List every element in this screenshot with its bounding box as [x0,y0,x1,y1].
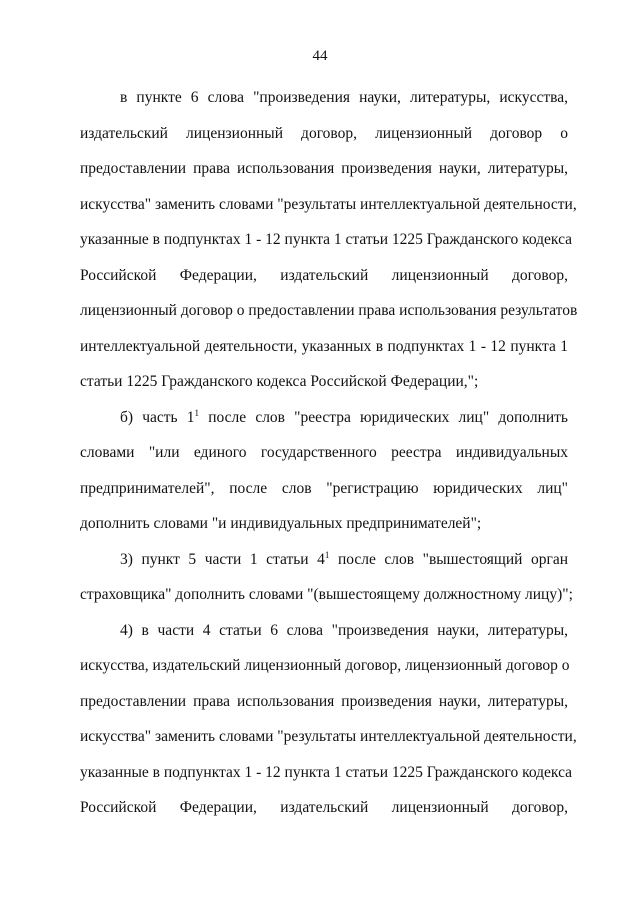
superscript: 1 [194,407,200,418]
line-rest: после слов "вышестоящий орган [337,550,568,568]
text-line: указанные в подпунктах 1 - 12 пункта 1 статьи 1225 Гражданского кодекса [80,231,573,248]
text-line: предоставлении права использования произведения науки, литературы, [80,160,568,177]
text-line: в пункте 6 слова "произведения науки, литературы, искусства, [120,89,568,106]
text-line: предпринимателей", после слов "регистрацию юридических лиц" [80,479,568,497]
text-line: интеллектуальной деятельности, указанных в подпунктах 1 - 12 пункта 1 [80,337,568,355]
text-line: Российской Федерации, издательский лицензионный договор, [80,799,568,816]
line-prefix: 3) пункт 5 части 1 статьи 4 [120,550,325,568]
text-line: Российской Федерации, издательский лицензионный договор, [80,266,568,284]
line-prefix: б) часть 1 [120,408,195,426]
text-line: дополнить словами "и индивидуальных предпринимателей"; [80,515,482,532]
text-line: лицензионный договор о предоставлении права использования результатов [80,302,578,319]
text-line: предоставлении права использования произведения науки, литературы, [80,692,568,710]
text-line: искусства" заменить словами "результаты интеллектуальной деятельности, [80,728,577,745]
text-line: статьи 1225 Гражданского кодекса Российской Федерации,"; [80,373,479,390]
text-line: указанные в подпунктах 1 - 12 пункта 1 статьи 1225 Гражданского кодекса [80,763,573,781]
text-line: 4) в части 4 статьи 6 слова "произведения науки, литературы, [120,621,568,639]
text-line: страховщика" дополнить словами "(вышестоящему должностному лицу)"; [80,586,573,603]
text-line: искусства" заменить словами "результаты интеллектуальной деятельности, [80,195,577,213]
page-number: 44 [312,48,328,64]
line-rest: после слов "реестра юридических лиц" дополнить [208,408,568,426]
text-line: издательский лицензионный договор, лицензионный договор о [80,124,568,142]
text-line-with-superscript [80,400,568,436]
document-body [80,80,578,826]
superscript: 1 [324,549,330,560]
text-line-with-superscript [80,542,568,578]
text-line: искусства, издательский лицензионный договор, лицензионный договор о [80,657,570,674]
text-line: словами "или единого государственного реестра индивидуальных [80,444,568,461]
